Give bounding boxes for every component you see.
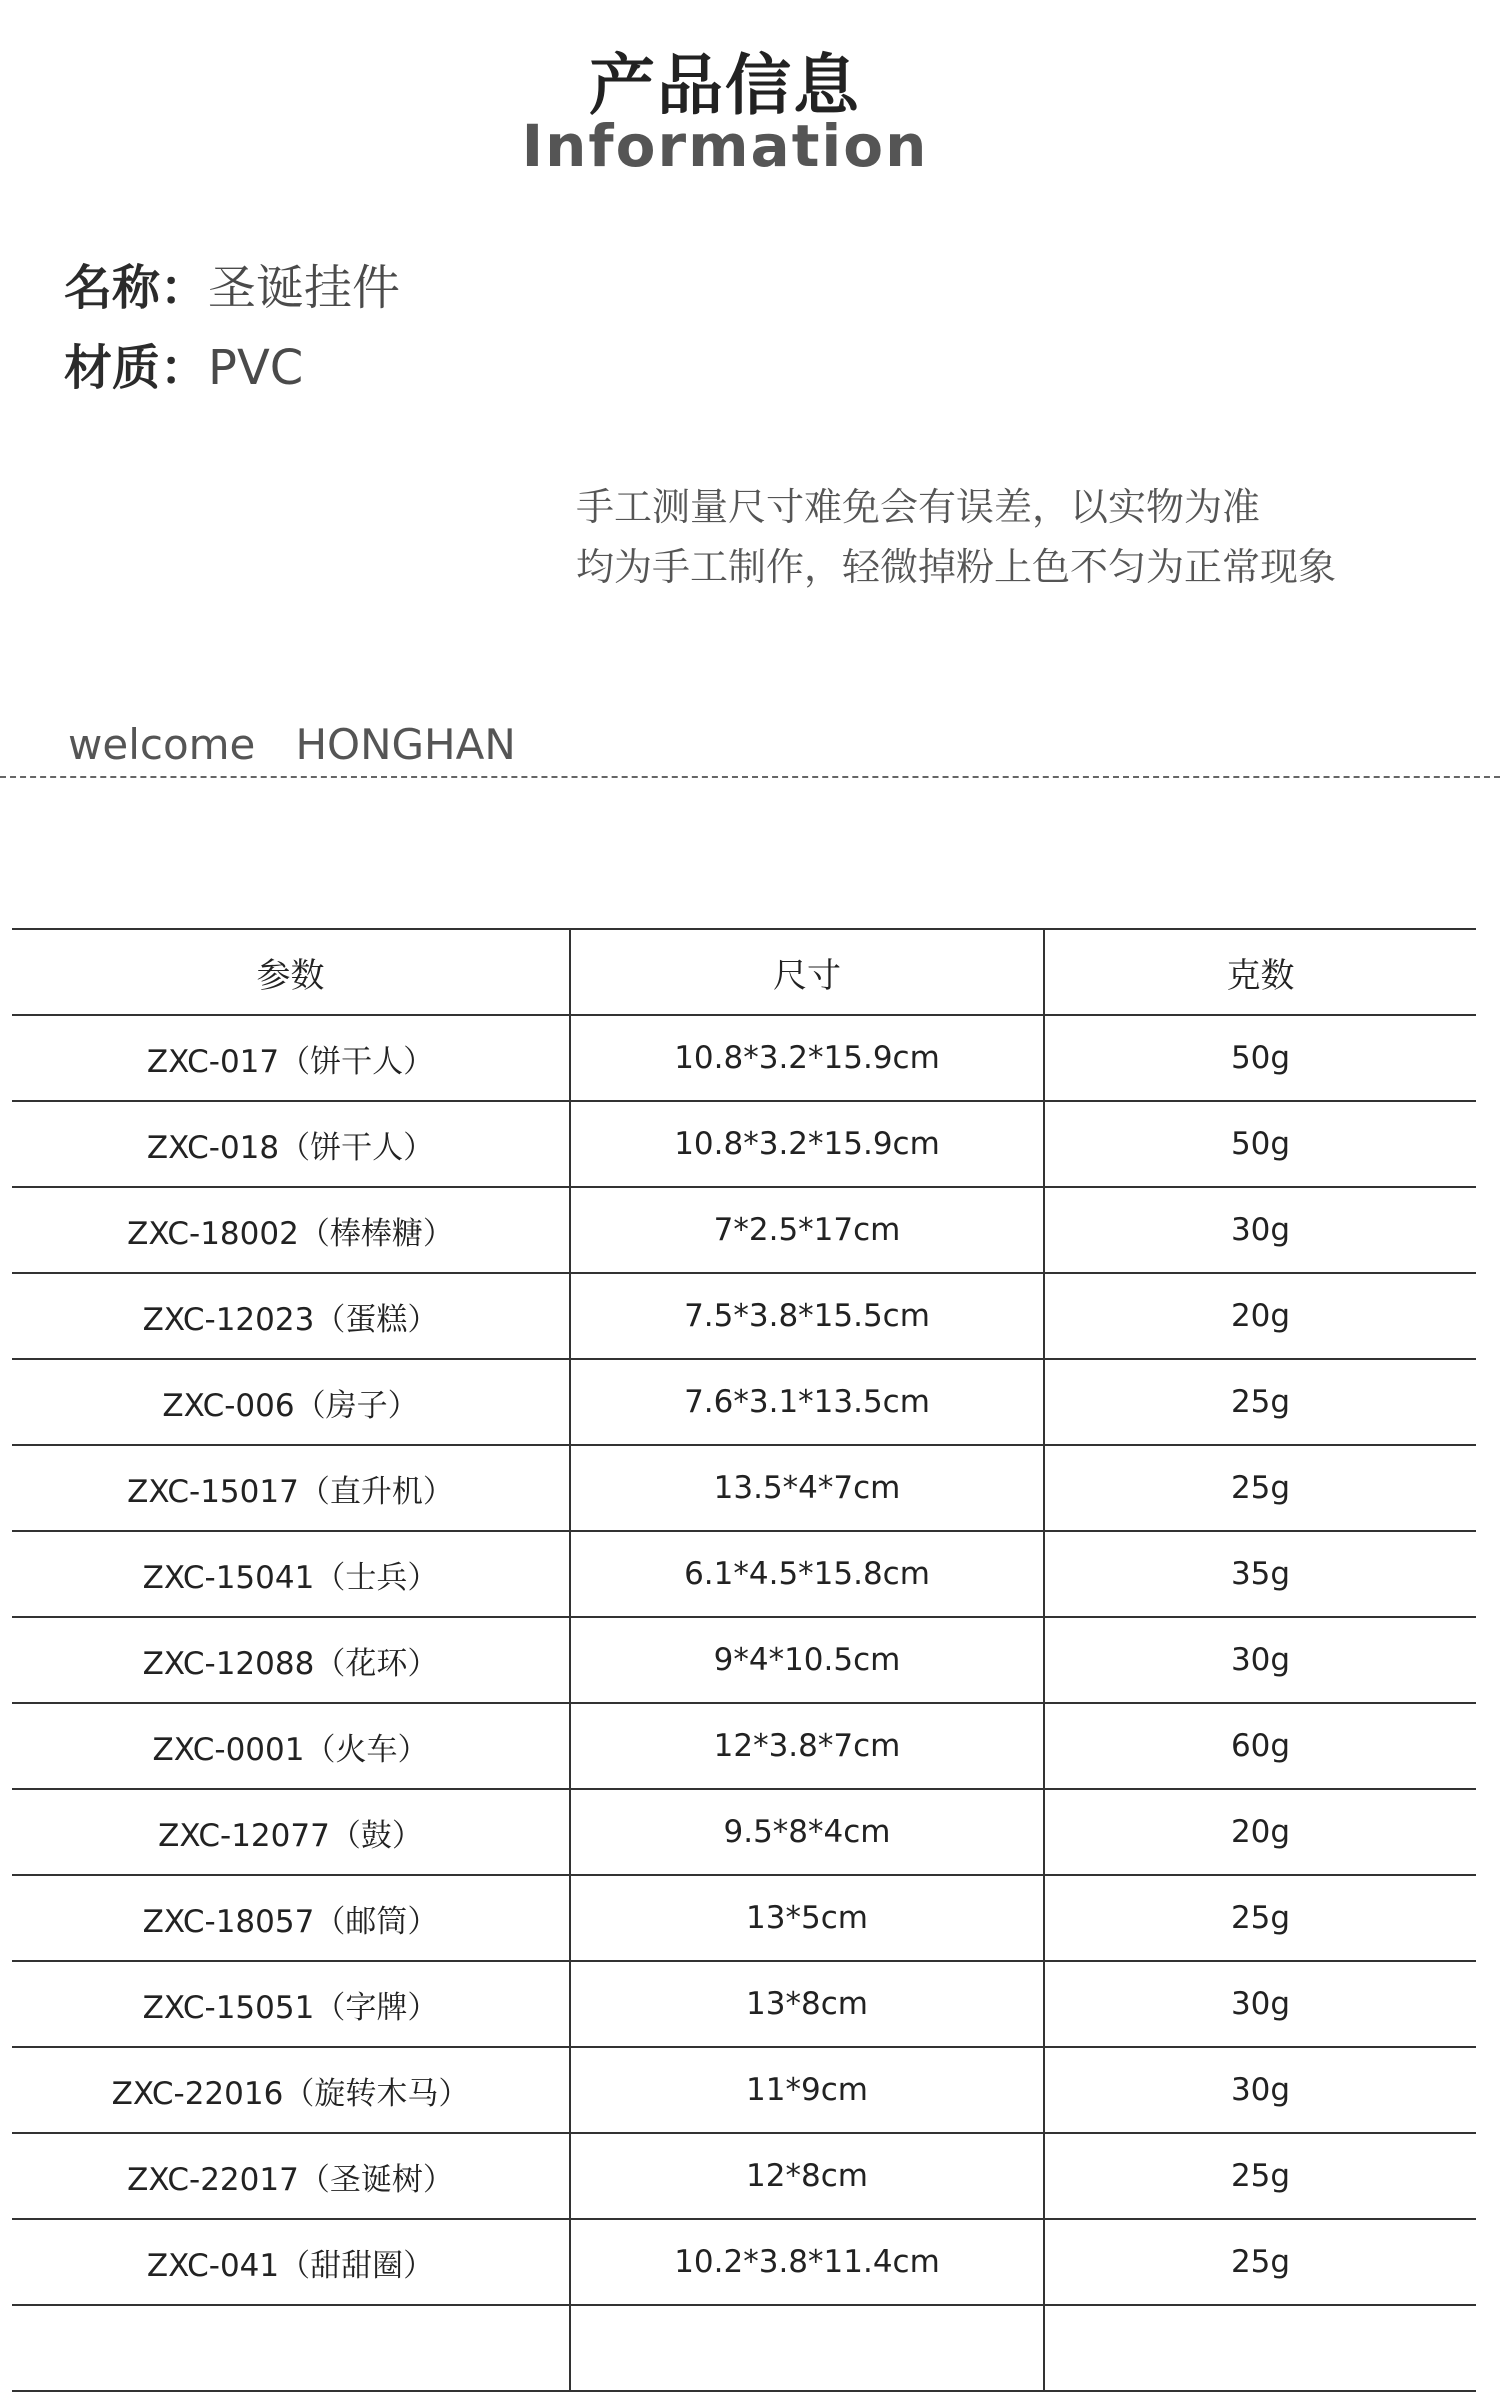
cell-size: 6.1*4.5*15.8cm	[570, 1531, 1044, 1617]
product-material-line	[64, 338, 303, 398]
cell-model: ZXC-006（房子）	[12, 1359, 570, 1445]
cell-model: ZXC-22016（旋转木马）	[12, 2047, 570, 2133]
table-row	[12, 1187, 1476, 1273]
cell-model: ZXC-12077（鼓）	[12, 1789, 570, 1875]
cell-model: ZXC-041（甜甜圈）	[12, 2219, 570, 2305]
cell-weight: 25g	[1044, 2133, 1476, 2219]
cell-size: 12*3.8*7cm	[570, 1703, 1044, 1789]
cell-size: 10.8*3.2*15.9cm	[570, 1101, 1044, 1187]
section-divider	[0, 776, 1500, 778]
product-name-value: 圣诞挂件	[208, 260, 401, 316]
cell-weight: 30g	[1044, 2047, 1476, 2133]
table-row	[12, 1445, 1476, 1531]
cell-weight: 60g	[1044, 1703, 1476, 1789]
cell-model: ZXC-018（饼干人）	[12, 1101, 570, 1187]
table-row-partial	[12, 2305, 1476, 2391]
cell-size: 7.6*3.1*13.5cm	[570, 1359, 1044, 1445]
product-name-line	[64, 258, 400, 318]
table-row	[12, 1617, 1476, 1703]
cell-model: ZXC-0001（火车）	[12, 1703, 570, 1789]
cell-size: 9*4*10.5cm	[570, 1617, 1044, 1703]
cell-weight: 30g	[1044, 1961, 1476, 2047]
measurement-note: 手工测量尺寸难免会有误差，以实物为准	[576, 485, 1261, 529]
cell-size: 7.5*3.8*15.5cm	[570, 1273, 1044, 1359]
table-row	[12, 1359, 1476, 1445]
cell-weight: 50g	[1044, 1101, 1476, 1187]
cell-size: 11*9cm	[570, 2047, 1044, 2133]
brand-welcome: welcome HONGHAN	[68, 720, 516, 769]
cell-model: ZXC-18002（棒棒糖）	[12, 1187, 570, 1273]
column-header-params: 参数	[12, 929, 570, 1015]
cell-model: ZXC-12088（花环）	[12, 1617, 570, 1703]
cell-model: ZXC-12023（蛋糕）	[12, 1273, 570, 1359]
table-row	[12, 1875, 1476, 1961]
cell-weight: 25g	[1044, 1359, 1476, 1445]
cell-weight: 50g	[1044, 1015, 1476, 1101]
table-row	[12, 2047, 1476, 2133]
handmade-note: 均为手工制作，轻微掉粉上色不匀为正常现象	[576, 545, 1337, 589]
cell-model: ZXC-18057（邮筒）	[12, 1875, 570, 1961]
cell-weight: 25g	[1044, 1875, 1476, 1961]
cell-size: 7*2.5*17cm	[570, 1187, 1044, 1273]
table-row	[12, 1273, 1476, 1359]
cell-model	[12, 2305, 570, 2391]
cell-weight: 35g	[1044, 1531, 1476, 1617]
cell-weight: 20g	[1044, 1789, 1476, 1875]
cell-weight: 20g	[1044, 1273, 1476, 1359]
cell-size: 10.2*3.8*11.4cm	[570, 2219, 1044, 2305]
table-row	[12, 1015, 1476, 1101]
column-header-size: 尺寸	[570, 929, 1044, 1015]
cell-model: ZXC-15041（士兵）	[12, 1531, 570, 1617]
column-header-weight: 克数	[1044, 929, 1476, 1015]
product-material-value: PVC	[208, 340, 304, 396]
cell-size: 13*5cm	[570, 1875, 1044, 1961]
table-row	[12, 2133, 1476, 2219]
cell-weight: 25g	[1044, 1445, 1476, 1531]
cell-weight	[1044, 2305, 1476, 2391]
table-row	[12, 2219, 1476, 2305]
cell-model: ZXC-22017（圣诞树）	[12, 2133, 570, 2219]
cell-size: 10.8*3.2*15.9cm	[570, 1015, 1044, 1101]
cell-weight: 30g	[1044, 1187, 1476, 1273]
cell-size: 12*8cm	[570, 2133, 1044, 2219]
table-row	[12, 1789, 1476, 1875]
table-row	[12, 1703, 1476, 1789]
cell-model: ZXC-15051（字牌）	[12, 1961, 570, 2047]
table-row	[12, 1961, 1476, 2047]
cell-size: 13.5*4*7cm	[570, 1445, 1044, 1531]
cell-weight: 30g	[1044, 1617, 1476, 1703]
product-material-label: 材质：	[64, 340, 209, 396]
cell-size: 13*8cm	[570, 1961, 1044, 2047]
cell-model: ZXC-017（饼干人）	[12, 1015, 570, 1101]
cell-size	[570, 2305, 1044, 2391]
table-row	[12, 1101, 1476, 1187]
table-header-row	[12, 929, 1476, 1015]
spec-table	[12, 928, 1476, 2392]
cell-model: ZXC-15017（直升机）	[12, 1445, 570, 1531]
table-row	[12, 1531, 1476, 1617]
page-title: 产品信息	[589, 47, 861, 124]
page-subtitle: Information	[521, 112, 929, 180]
product-name-label: 名称：	[64, 260, 209, 316]
cell-weight: 25g	[1044, 2219, 1476, 2305]
cell-size: 9.5*8*4cm	[570, 1789, 1044, 1875]
